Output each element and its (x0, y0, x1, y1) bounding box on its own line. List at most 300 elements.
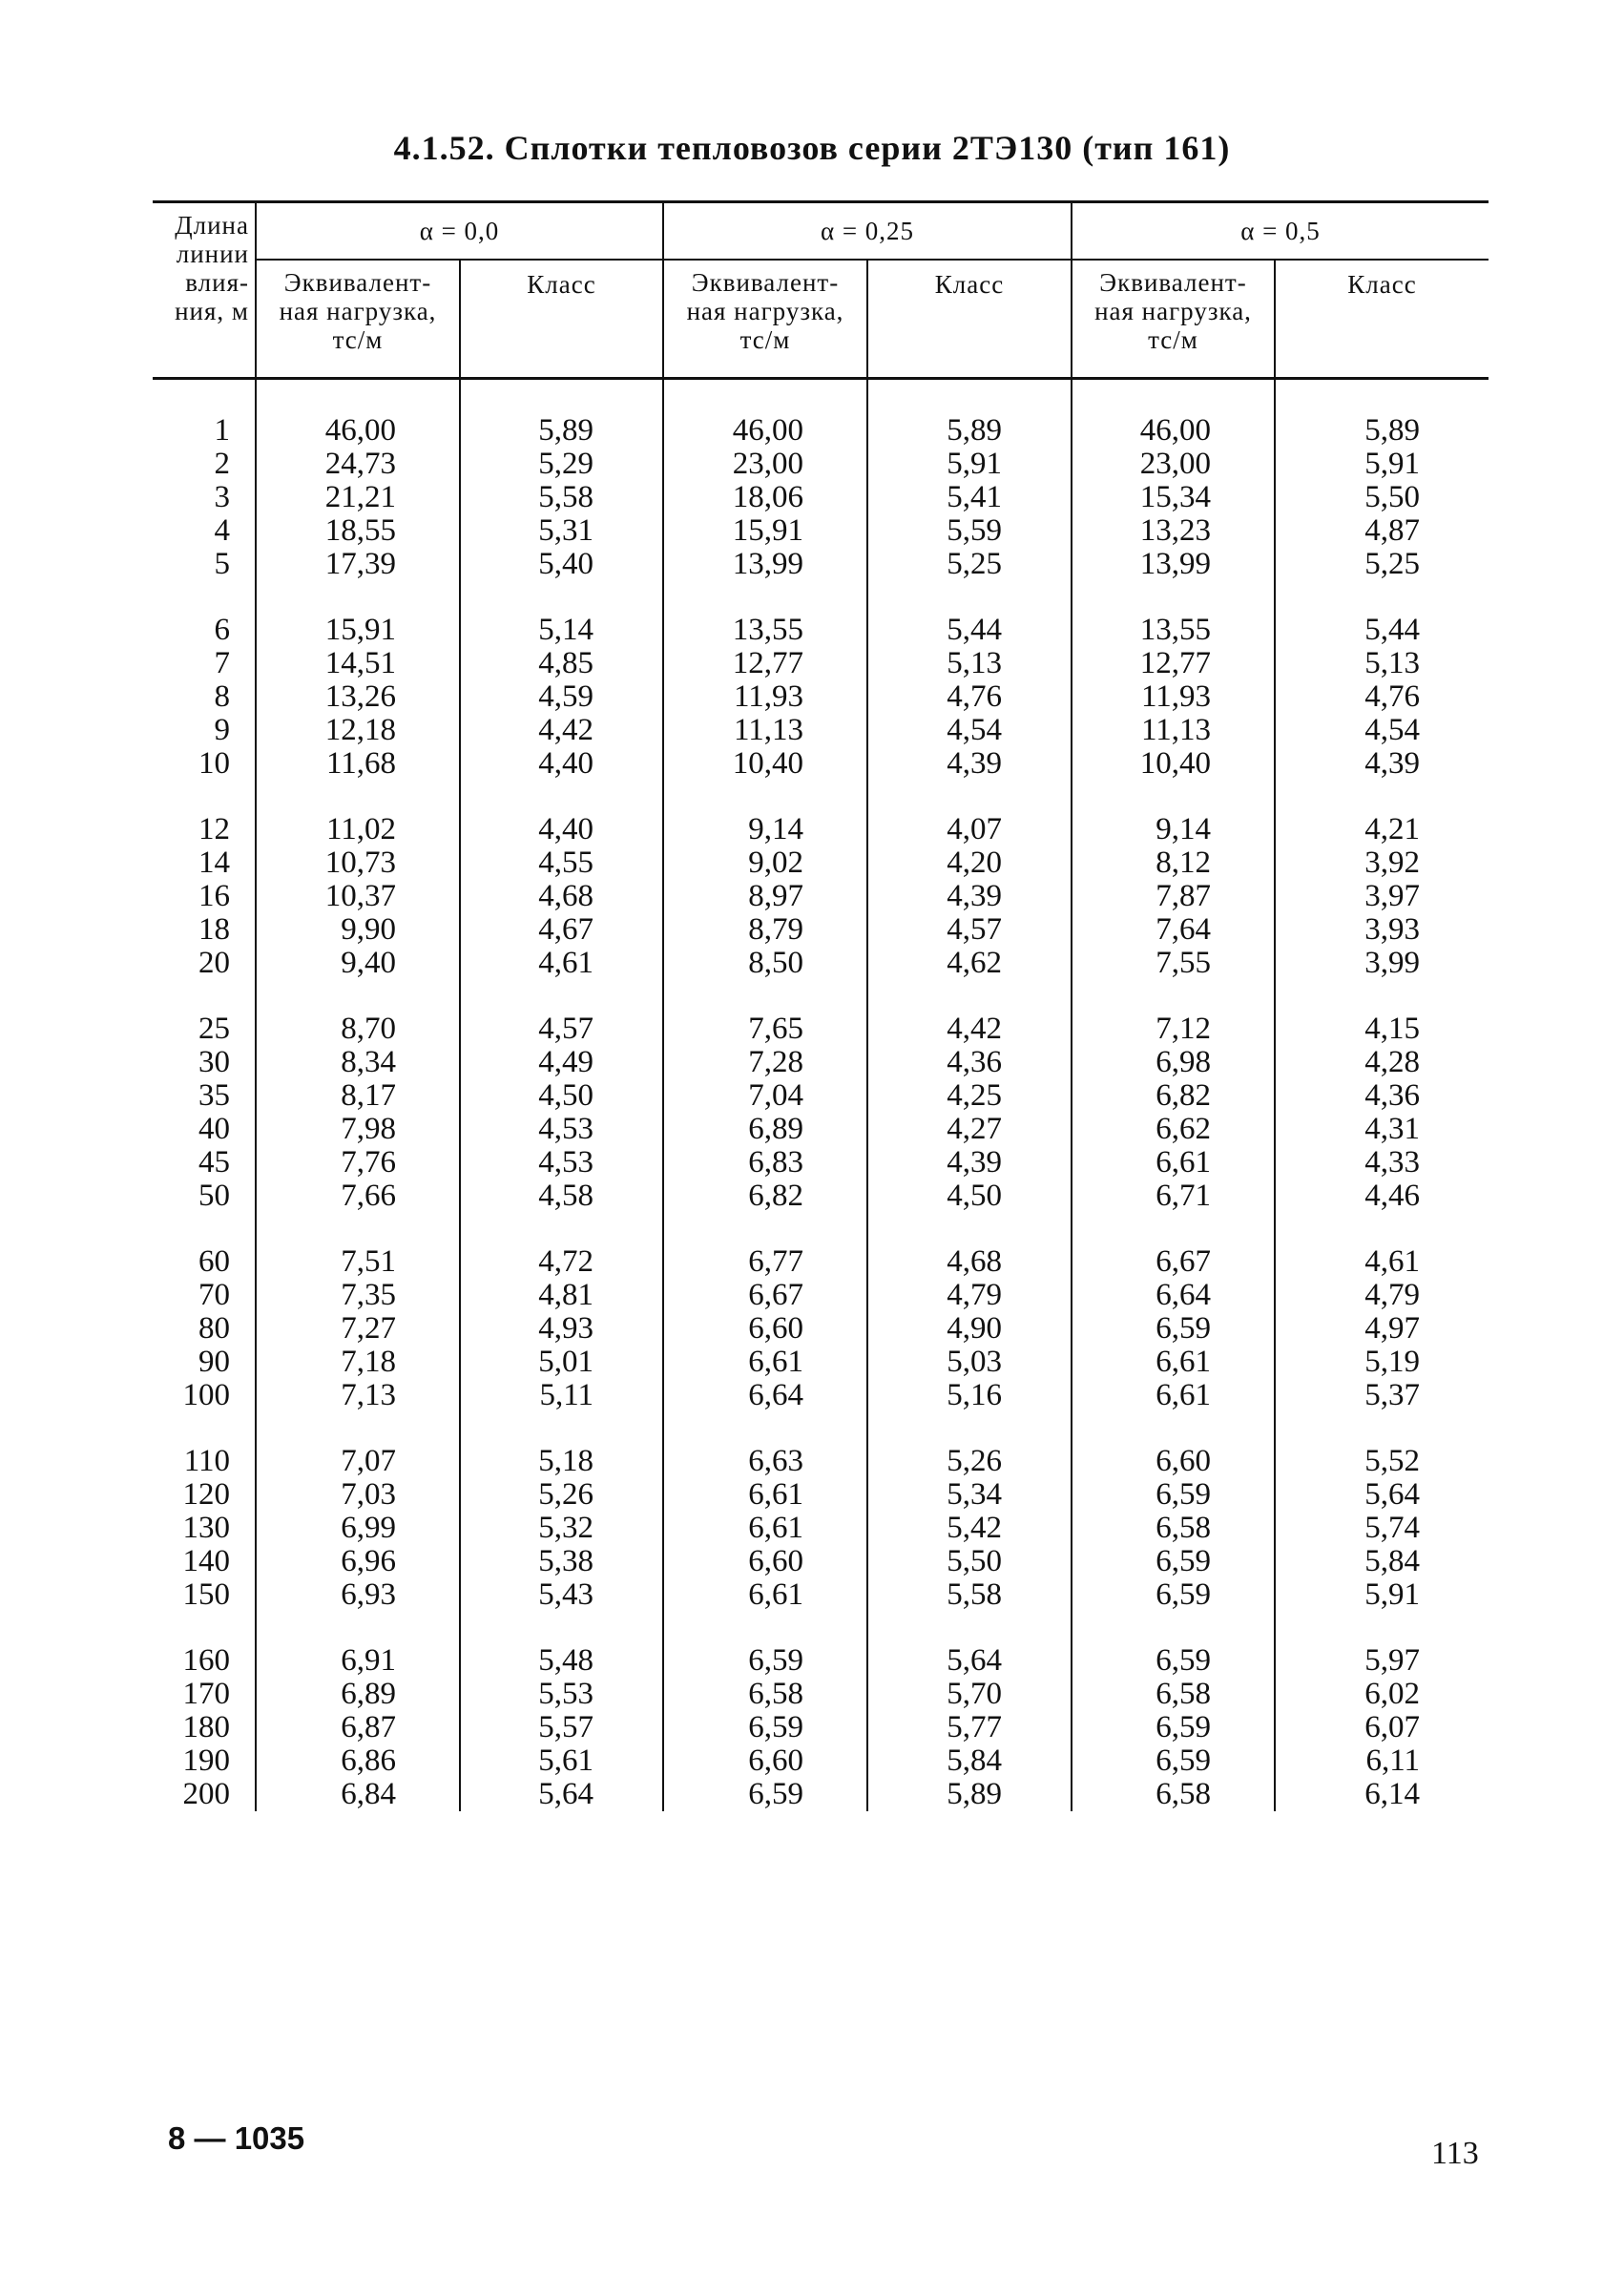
class-cell: 4,50 (867, 1180, 1072, 1213)
load-cell: 6,59 (1072, 1744, 1275, 1778)
table-row (153, 1711, 1489, 1744)
length-cell: 180 (182, 1710, 230, 1744)
class-cell: 5,41 (867, 481, 1072, 514)
class-cell: 5,38 (460, 1545, 663, 1578)
class-cell: 5,34 (867, 1478, 1072, 1512)
load-cell: 6,61 (663, 1578, 867, 1612)
load-cell: 7,07 (256, 1412, 460, 1478)
class-cell: 5,25 (1275, 548, 1489, 581)
length-cell: 120 (182, 1477, 230, 1512)
class-cell: 5,59 (867, 514, 1072, 548)
load-cell: 6,67 (663, 1279, 867, 1312)
length-cell: 9 (214, 713, 230, 747)
class-cell: 5,53 (460, 1678, 663, 1711)
class-cell: 5,37 (1275, 1379, 1489, 1412)
load-cell: 11,93 (1072, 680, 1275, 714)
load-cell: 11,93 (663, 680, 867, 714)
class-cell: 3,99 (1275, 947, 1489, 980)
class-cell: 5,57 (460, 1711, 663, 1744)
length-header-line: ния, м (175, 297, 249, 325)
class-cell: 5,31 (460, 514, 663, 548)
class-cell: 4,59 (460, 680, 663, 714)
load-cell: 23,00 (1072, 448, 1275, 481)
class-cell: 5,50 (867, 1545, 1072, 1578)
load-cell: 18,06 (663, 481, 867, 514)
load-cell: 10,40 (1072, 747, 1275, 781)
class-header: Класс (460, 260, 663, 379)
load-cell: 13,26 (256, 680, 460, 714)
load-cell: 12,18 (256, 714, 460, 747)
class-cell: 5,42 (867, 1512, 1072, 1545)
length-cell: 30 (198, 1045, 230, 1079)
load-cell: 8,17 (256, 1079, 460, 1113)
load-cell: 6,59 (1072, 1711, 1275, 1744)
class-cell: 4,61 (460, 947, 663, 980)
class-cell: 5,64 (1275, 1478, 1489, 1512)
class-cell: 5,89 (460, 379, 663, 449)
class-cell: 4,67 (460, 913, 663, 947)
alpha-header: α = 0,0 (256, 202, 663, 261)
load-cell: 7,04 (663, 1079, 867, 1113)
table-row (153, 747, 1489, 781)
length-cell: 130 (182, 1511, 230, 1545)
class-cell: 4,36 (867, 1046, 1072, 1079)
class-cell: 4,36 (1275, 1079, 1489, 1113)
load-cell: 7,87 (1072, 880, 1275, 913)
load-cell: 9,14 (663, 781, 867, 846)
load-cell: 15,91 (256, 581, 460, 647)
table-row (153, 1512, 1489, 1545)
load-cell: 7,03 (256, 1478, 460, 1512)
class-cell: 5,48 (460, 1612, 663, 1678)
load-cell: 8,50 (663, 947, 867, 980)
length-cell: 70 (198, 1278, 230, 1312)
class-cell: 4,40 (460, 747, 663, 781)
class-cell: 4,61 (1275, 1213, 1489, 1279)
load-cell: 6,60 (1072, 1412, 1275, 1478)
load-cell: 6,64 (663, 1379, 867, 1412)
load-cell: 6,99 (256, 1512, 460, 1545)
class-cell: 6,02 (1275, 1678, 1489, 1711)
length-cell: 5 (214, 547, 230, 581)
table-row (153, 913, 1489, 947)
length-header-line: влия- (185, 268, 249, 297)
load-cell: 8,34 (256, 1046, 460, 1079)
load-header-line: ная нагрузка, (1094, 297, 1252, 325)
table-row (153, 1046, 1489, 1079)
load-cell: 11,02 (256, 781, 460, 846)
load-cell: 46,00 (1072, 379, 1275, 449)
class-cell: 5,70 (867, 1678, 1072, 1711)
load-cell: 6,93 (256, 1578, 460, 1612)
class-cell: 5,77 (867, 1711, 1072, 1744)
table-row (153, 1744, 1489, 1778)
table-row (153, 781, 1489, 846)
length-cell: 80 (198, 1311, 230, 1346)
load-cell: 6,63 (663, 1412, 867, 1478)
load-cell: 9,02 (663, 846, 867, 880)
load-cell: 6,60 (663, 1312, 867, 1346)
class-cell: 5,26 (867, 1412, 1072, 1478)
class-cell: 3,92 (1275, 846, 1489, 880)
table-body (153, 379, 1489, 1812)
class-cell: 4,79 (867, 1279, 1072, 1312)
table-row (153, 448, 1489, 481)
class-cell: 4,53 (460, 1113, 663, 1146)
length-cell: 20 (198, 946, 230, 980)
length-cell: 150 (182, 1577, 230, 1612)
length-cell: 100 (182, 1378, 230, 1412)
class-cell: 4,28 (1275, 1046, 1489, 1079)
load-header-line: Эквивалент- (283, 268, 432, 297)
load-header-line: тс/м (739, 325, 791, 354)
class-cell: 4,68 (460, 880, 663, 913)
class-cell: 5,14 (460, 581, 663, 647)
load-cell: 13,99 (663, 548, 867, 581)
load-header-line: Эквивалент- (691, 268, 840, 297)
class-cell: 4,25 (867, 1079, 1072, 1113)
table-row (153, 548, 1489, 581)
load-cell: 7,51 (256, 1213, 460, 1279)
class-cell: 5,64 (867, 1612, 1072, 1678)
length-cell: 1 (214, 413, 230, 448)
length-cell: 90 (198, 1345, 230, 1379)
class-cell: 3,97 (1275, 880, 1489, 913)
load-cell: 7,76 (256, 1146, 460, 1180)
length-cell: 60 (198, 1244, 230, 1279)
load-cell: 10,37 (256, 880, 460, 913)
alpha-header: α = 0,5 (1072, 202, 1489, 261)
load-cell: 6,86 (256, 1744, 460, 1778)
class-cell: 5,84 (1275, 1545, 1489, 1578)
table-row (153, 1113, 1489, 1146)
load-cell: 6,71 (1072, 1180, 1275, 1213)
table-row (153, 1612, 1489, 1678)
table-row (153, 1778, 1489, 1811)
load-cell: 6,96 (256, 1545, 460, 1578)
class-cell: 5,58 (460, 481, 663, 514)
length-cell: 200 (182, 1777, 230, 1811)
length-cell: 14 (198, 846, 230, 880)
load-cell: 46,00 (256, 379, 460, 449)
load-cell: 6,59 (663, 1778, 867, 1811)
load-cell: 15,34 (1072, 481, 1275, 514)
table-row (153, 1379, 1489, 1412)
class-cell: 5,89 (1275, 379, 1489, 449)
load-cell: 46,00 (663, 379, 867, 449)
class-cell: 4,49 (460, 1046, 663, 1079)
class-cell: 4,46 (1275, 1180, 1489, 1213)
load-cell: 7,65 (663, 980, 867, 1046)
class-cell: 4,53 (460, 1146, 663, 1180)
load-cell: 6,61 (1072, 1146, 1275, 1180)
length-cell: 50 (198, 1179, 230, 1213)
load-cell: 6,62 (1072, 1113, 1275, 1146)
table-row (153, 1312, 1489, 1346)
load-cell: 6,67 (1072, 1213, 1275, 1279)
load-cell: 7,12 (1072, 980, 1275, 1046)
table-row (153, 714, 1489, 747)
class-cell: 4,79 (1275, 1279, 1489, 1312)
document-code: 8 — 1035 (168, 2120, 305, 2156)
page-title: 4.1.52. Сплотки тепловозов серии 2ТЭ130 (тип 161) (393, 129, 1231, 167)
class-cell: 5,89 (867, 1778, 1072, 1811)
load-cell: 13,23 (1072, 514, 1275, 548)
class-cell: 6,07 (1275, 1711, 1489, 1744)
class-header: Класс (867, 260, 1072, 379)
load-cell: 9,14 (1072, 781, 1275, 846)
class-cell: 4,31 (1275, 1113, 1489, 1146)
alpha-header: α = 0,25 (663, 202, 1072, 261)
load-cell: 6,89 (256, 1678, 460, 1711)
length-cell: 12 (198, 812, 230, 846)
load-cell: 6,59 (663, 1612, 867, 1678)
load-cell: 23,00 (663, 448, 867, 481)
load-cell: 13,55 (663, 581, 867, 647)
load-cell: 7,28 (663, 1046, 867, 1079)
class-cell: 4,76 (867, 680, 1072, 714)
class-cell: 4,39 (867, 747, 1072, 781)
load-cell: 6,91 (256, 1612, 460, 1678)
load-cell: 8,97 (663, 880, 867, 913)
load-cell: 7,13 (256, 1379, 460, 1412)
class-cell: 4,58 (460, 1180, 663, 1213)
load-cell: 6,58 (1072, 1778, 1275, 1811)
load-cell: 10,40 (663, 747, 867, 781)
load-cell: 7,98 (256, 1113, 460, 1146)
load-header-line: тс/м (332, 325, 384, 354)
table-row (153, 1478, 1489, 1512)
class-cell: 5,25 (867, 548, 1072, 581)
table-row (153, 1578, 1489, 1612)
load-cell: 6,59 (1072, 1478, 1275, 1512)
class-cell: 5,44 (867, 581, 1072, 647)
load-cell: 7,66 (256, 1180, 460, 1213)
class-cell: 4,72 (460, 1213, 663, 1279)
class-cell: 4,07 (867, 781, 1072, 846)
length-cell: 2 (214, 447, 230, 481)
load-cell: 17,39 (256, 548, 460, 581)
load-cell: 6,77 (663, 1213, 867, 1279)
table-row (153, 1678, 1489, 1711)
load-cell: 6,58 (1072, 1512, 1275, 1545)
load-cell: 6,61 (1072, 1346, 1275, 1379)
class-cell: 4,20 (867, 846, 1072, 880)
length-cell: 110 (183, 1444, 230, 1478)
class-cell: 4,39 (1275, 747, 1489, 781)
equivalent-load-header (663, 260, 867, 379)
class-cell: 4,93 (460, 1312, 663, 1346)
class-cell: 5,84 (867, 1744, 1072, 1778)
class-cell: 5,29 (460, 448, 663, 481)
load-cell: 24,73 (256, 448, 460, 481)
length-cell: 160 (182, 1643, 230, 1678)
load-cell: 6,61 (663, 1478, 867, 1512)
class-cell: 5,44 (1275, 581, 1489, 647)
length-cell: 16 (198, 879, 230, 913)
load-cell: 11,13 (1072, 714, 1275, 747)
length-cell: 35 (198, 1078, 230, 1113)
load-cell: 6,84 (256, 1778, 460, 1811)
load-header-line: тс/м (1148, 325, 1198, 354)
class-cell: 5,32 (460, 1512, 663, 1545)
class-cell: 5,74 (1275, 1512, 1489, 1545)
load-cell: 6,82 (1072, 1079, 1275, 1113)
class-cell: 4,15 (1275, 980, 1489, 1046)
load-cell: 6,83 (663, 1146, 867, 1180)
class-cell: 5,03 (867, 1346, 1072, 1379)
length-header-line: Длина (175, 211, 249, 240)
class-cell: 4,54 (867, 714, 1072, 747)
load-cell: 6,60 (663, 1545, 867, 1578)
class-cell: 4,76 (1275, 680, 1489, 714)
class-cell: 4,85 (460, 647, 663, 680)
class-cell: 4,81 (460, 1279, 663, 1312)
class-cell: 5,19 (1275, 1346, 1489, 1379)
table-row (153, 1545, 1489, 1578)
class-cell: 4,50 (460, 1079, 663, 1113)
load-cell: 6,59 (663, 1711, 867, 1744)
class-cell: 5,89 (867, 379, 1072, 449)
length-cell: 170 (182, 1677, 230, 1711)
class-cell: 4,42 (460, 714, 663, 747)
page-number: 113 (1431, 2136, 1479, 2171)
class-cell: 5,50 (1275, 481, 1489, 514)
load-cell: 7,27 (256, 1312, 460, 1346)
table-row (153, 680, 1489, 714)
table-row (153, 1079, 1489, 1113)
load-cell: 6,61 (663, 1512, 867, 1545)
table-row (153, 947, 1489, 980)
load-cell: 6,59 (1072, 1312, 1275, 1346)
class-cell: 5,52 (1275, 1412, 1489, 1478)
class-cell: 5,91 (1275, 1578, 1489, 1612)
length-cell: 4 (214, 513, 230, 548)
table-row (153, 581, 1489, 647)
class-cell: 5,43 (460, 1578, 663, 1612)
length-cell: 6 (214, 613, 230, 647)
load-cell: 6,59 (1072, 1545, 1275, 1578)
class-cell: 5,18 (460, 1412, 663, 1478)
load-cell: 6,58 (663, 1678, 867, 1711)
length-cell: 140 (182, 1544, 230, 1578)
class-cell: 4,40 (460, 781, 663, 846)
load-cell: 6,87 (256, 1711, 460, 1744)
class-cell: 4,39 (867, 1146, 1072, 1180)
load-header-line: ная нагрузка, (686, 297, 844, 325)
load-header-line: ная нагрузка, (279, 297, 437, 325)
load-cell: 6,61 (1072, 1379, 1275, 1412)
load-cell: 9,40 (256, 947, 460, 980)
load-cell: 6,61 (663, 1346, 867, 1379)
table-row (153, 1213, 1489, 1279)
data-table-container (153, 200, 1489, 1811)
load-header-line: Эквивалент- (1099, 268, 1247, 297)
class-cell: 5,11 (460, 1379, 663, 1412)
class-cell: 5,13 (867, 647, 1072, 680)
class-cell: 4,54 (1275, 714, 1489, 747)
length-cell: 25 (198, 1012, 230, 1046)
load-cell: 7,64 (1072, 913, 1275, 947)
class-cell: 5,61 (460, 1744, 663, 1778)
class-cell: 5,91 (1275, 448, 1489, 481)
class-cell: 4,57 (460, 980, 663, 1046)
class-cell: 4,42 (867, 980, 1072, 1046)
length-cell: 3 (214, 480, 230, 514)
load-cell: 21,21 (256, 481, 460, 514)
class-cell: 4,55 (460, 846, 663, 880)
table-row (153, 880, 1489, 913)
class-cell: 4,27 (867, 1113, 1072, 1146)
load-cell: 14,51 (256, 647, 460, 680)
table-row (153, 1412, 1489, 1478)
class-cell: 5,13 (1275, 647, 1489, 680)
length-column-header (153, 202, 256, 379)
table-row (153, 1346, 1489, 1379)
class-cell: 4,21 (1275, 781, 1489, 846)
class-cell: 5,40 (460, 548, 663, 581)
length-cell: 40 (198, 1112, 230, 1146)
length-cell: 10 (198, 746, 230, 781)
table-row (153, 1279, 1489, 1312)
class-cell: 4,87 (1275, 514, 1489, 548)
class-cell: 5,01 (460, 1346, 663, 1379)
load-cell: 8,79 (663, 913, 867, 947)
load-cell: 13,55 (1072, 581, 1275, 647)
table-row (153, 1180, 1489, 1213)
load-cell: 12,77 (1072, 647, 1275, 680)
load-cell: 7,18 (256, 1346, 460, 1379)
class-cell: 3,93 (1275, 913, 1489, 947)
load-cell: 6,59 (1072, 1612, 1275, 1678)
class-cell: 5,97 (1275, 1612, 1489, 1678)
class-header: Класс (1275, 260, 1489, 379)
load-cell: 7,55 (1072, 947, 1275, 980)
load-cell: 11,68 (256, 747, 460, 781)
class-cell: 5,58 (867, 1578, 1072, 1612)
load-cell: 6,98 (1072, 1046, 1275, 1079)
length-header-line: линии (176, 240, 249, 268)
class-cell: 4,33 (1275, 1146, 1489, 1180)
class-cell: 5,91 (867, 448, 1072, 481)
data-table (153, 200, 1489, 1811)
class-cell: 4,39 (867, 880, 1072, 913)
load-cell: 6,59 (1072, 1578, 1275, 1612)
class-cell: 5,26 (460, 1478, 663, 1512)
length-cell: 190 (182, 1744, 230, 1778)
load-cell: 8,12 (1072, 846, 1275, 880)
class-cell: 4,68 (867, 1213, 1072, 1279)
load-cell: 6,89 (663, 1113, 867, 1146)
table-row (153, 514, 1489, 548)
class-cell: 5,64 (460, 1778, 663, 1811)
length-cell: 8 (214, 679, 230, 714)
length-cell: 7 (214, 646, 230, 680)
table-row (153, 980, 1489, 1046)
load-cell: 18,55 (256, 514, 460, 548)
equivalent-load-header (1072, 260, 1275, 379)
load-cell: 13,99 (1072, 548, 1275, 581)
class-cell: 4,57 (867, 913, 1072, 947)
load-cell: 6,82 (663, 1180, 867, 1213)
class-cell: 6,11 (1275, 1744, 1489, 1778)
load-cell: 6,58 (1072, 1678, 1275, 1711)
table-row (153, 846, 1489, 880)
length-cell: 18 (198, 912, 230, 947)
load-cell: 11,13 (663, 714, 867, 747)
class-cell: 4,97 (1275, 1312, 1489, 1346)
table-row (153, 1146, 1489, 1180)
